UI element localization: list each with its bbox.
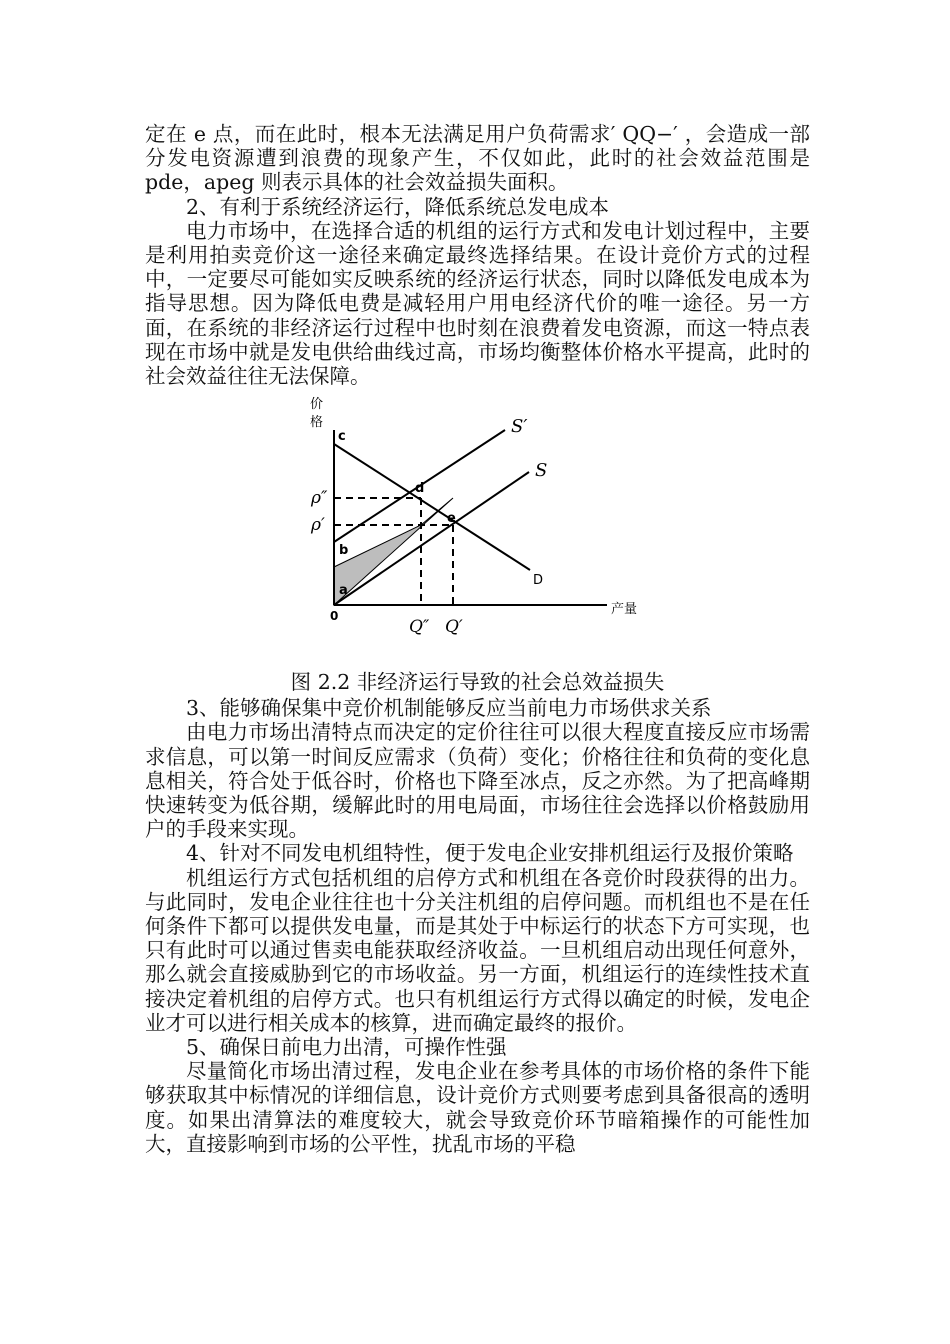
point-label-a: a (339, 583, 348, 599)
paragraph-p2: 电力市场中，在选择合适的机组的运行方式和发电计划过程中，主要是利用拍卖竞价这一途径来确定最终选择结果。在设计竞价方式的过程中，一定要尽可能如实反映系统的经济运行状态，同时以降低发电成本为指导思想。因为降低电费是减轻用户用电经济代价的唯一途径。另一方面，在系统的非经济运行过程中也时刻在浪费着发电资源，而这一特点表现在市场中就是发电供给曲线过高，市场均衡整体价格水平提高，此时的社会效益往往无法保障。 (145, 218, 810, 389)
heading-4: 4、针对不同发电机组特性，便于发电企业安排机组运行及报价策略 (186, 841, 794, 866)
point-label-c: c (338, 429, 346, 445)
point-label-e: e (447, 511, 456, 527)
figure-2-2 (145, 388, 810, 670)
supply-label-s-prime: S′ (511, 416, 528, 438)
figure-caption: 图 2.2 非经济运行导致的社会总效益损失 (290, 670, 665, 695)
paragraph-p4: 机组运行方式包括机组的启停方式和机组在各竞价时段获得的出力。与此同时，发电企业往往也十分关注机组的启停问题。而机组也不是在任何条件下都可以提供发电量，而是其处于中标运行的状态下方可实现，也只有此时可以通过售卖电能获取经济收益。一旦机组启动出现任何意外，那么就会直接威胁到它的市场收益。另一方面，机组运行的连续性技术直接决定着机组的启停方式。也只有机组运行方式得以确定的时候，发电企业才可以进行相关成本的核算，进而确定最终的报价。 (145, 865, 810, 1035)
shaded-loss-area (334, 498, 453, 605)
demand-label: D (533, 573, 544, 589)
point-label-d: d (415, 481, 425, 497)
origin-label: 0 (330, 609, 339, 624)
supply-label-s: S (535, 460, 548, 482)
heading-3: 3、能够确保集中竞价机制能够反应当前电力市场供求关系 (186, 696, 712, 721)
supply-demand-diagram (145, 388, 810, 670)
paragraph-p3: 由电力市场出清特点而决定的定价往往可以很大程度直接反应市场需求信息，可以第一时间反应需求（负荷）变化；价格往往和负荷的变化息息相关，符合处于低谷时，价格也下降至冰点，反之亦然。为了把高峰期快速转变为低谷期，缓解此时的用电局面，市场往往会选择以价格鼓励用户的手段来实现。 (145, 720, 810, 842)
quantity-label-double: Q″ (409, 617, 430, 638)
price-label-single: ρ′ (311, 515, 325, 536)
y-axis-label-1: 价 (310, 397, 324, 413)
demand-curve (334, 444, 530, 570)
x-axis-label: 产量 (611, 602, 638, 618)
quantity-label-single: Q′ (445, 617, 463, 638)
y-axis-label-2: 格 (310, 415, 324, 431)
price-label-double: ρ″ (311, 488, 328, 509)
point-label-b: b (339, 543, 349, 559)
supply-curve-s (334, 472, 529, 605)
heading-2: 2、有利于系统经济运行，降低系统总发电成本 (186, 194, 610, 219)
document-page (145, 122, 810, 1156)
paragraph-p1: 定在 e 点，而在此时，根本无法满足用户负荷需求′ QQ−′ ，会造成一部分发电资源遭到浪费的现象产生，不仅如此，此时的社会效益范围是 pde，apeg 则表示具体的社会效益损失面积。 (145, 122, 810, 195)
paragraph-p5: 尽量简化市场出清过程，发电企业在参考具体的市场价格的条件下能够获取其中标情况的详细信息，设计竞价方式则要考虑到具备很高的透明度。如果出清算法的难度较大，就会导致竞价环节暗箱操作的可能性加大，直接影响到市场的公平性，扰乱市场的平稳 (145, 1059, 810, 1156)
heading-5: 5、确保日前电力出清，可操作性强 (186, 1035, 507, 1060)
